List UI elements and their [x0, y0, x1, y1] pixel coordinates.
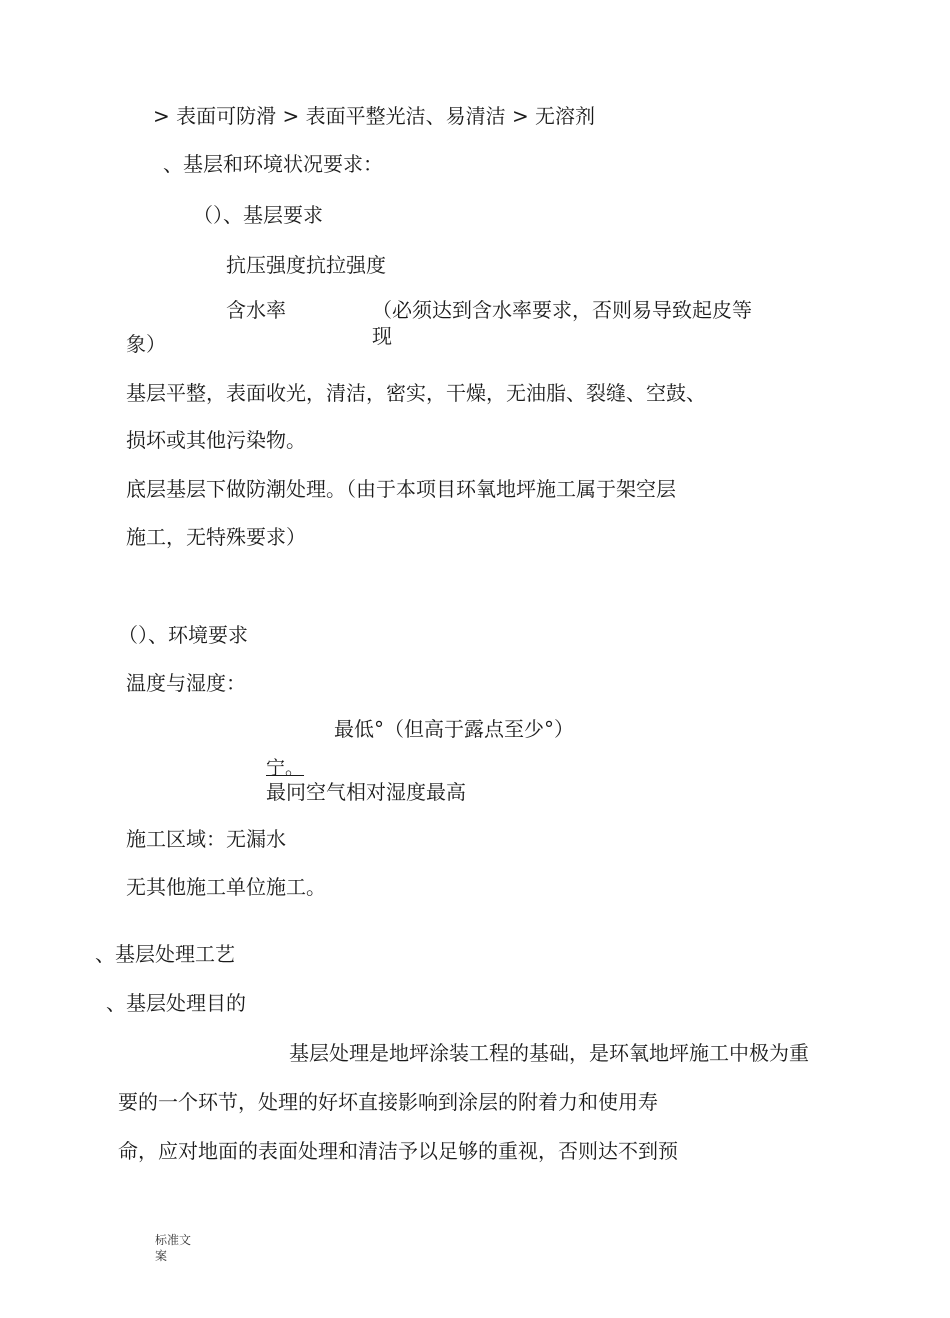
text-line-strength: 抗压强度抗拉强度	[226, 253, 386, 277]
footer-label-line2: 案	[155, 1249, 168, 1263]
text-line-features: > 表面可防滑 > 表面平整光洁、易清洁 > 无溶剂	[153, 104, 596, 128]
text-line-max-humidity: 最冋空气相对湿度最高	[266, 780, 466, 804]
paragraph-line-1: 基层处理是地坪涂装工程的基础，是环氧地坪施工中极为重	[289, 1041, 809, 1065]
footer-label-line1: 标准文	[155, 1233, 192, 1247]
subheading-base-treatment-purpose: 、基层处理目的	[106, 991, 246, 1015]
text-line-min-temperature: 最低°（但高于露点至少°）	[334, 717, 574, 741]
heading-base-environment-requirements: 、基层和环境状况要求：	[163, 152, 383, 176]
text-line-moisture-note: （必须达到含水率要求，否则易导致起皮等	[372, 298, 752, 322]
paragraph-line-3: 命，应对地面的表面处理和清洁予以足够的重视，否则达不到预	[118, 1139, 678, 1163]
text-line-moisture-proofing: 底层基层下做防潮处理。（由于本项目环氧地坪施工属于架空层	[126, 477, 676, 501]
text-line-fragment: 宁。	[266, 757, 305, 779]
text-line-moisture-note-cont: 现	[372, 324, 392, 348]
text-line-temperature-humidity: 温度与湿度：	[126, 671, 246, 695]
text-line-flatness-cont: 损坏或其他污染物。	[126, 428, 306, 452]
text-line-moisture-label: 含水率	[226, 298, 286, 322]
text-line-moisture-note-end: 象）	[126, 332, 166, 356]
text-line-construction-area: 施工区域：无漏水	[126, 827, 286, 851]
subheading-environment-requirements: （）、环境要求	[118, 623, 248, 647]
heading-base-treatment-process: 、基层处理工艺	[95, 942, 235, 966]
subheading-base-requirements: （）、基层要求	[193, 203, 323, 227]
paragraph-line-2: 要的一个环节，处理的好坏直接影响到涂层的附着力和使用寿	[118, 1090, 658, 1114]
text-line-no-other-contractors: 无其他施工单位施工。	[126, 875, 326, 899]
text-line-moisture-proofing-cont: 施工，无特殊要求）	[126, 525, 306, 549]
text-line-flatness: 基层平整，表面收光，清洁，密实，干燥，无油脂、裂缝、空鼓、	[126, 381, 706, 405]
